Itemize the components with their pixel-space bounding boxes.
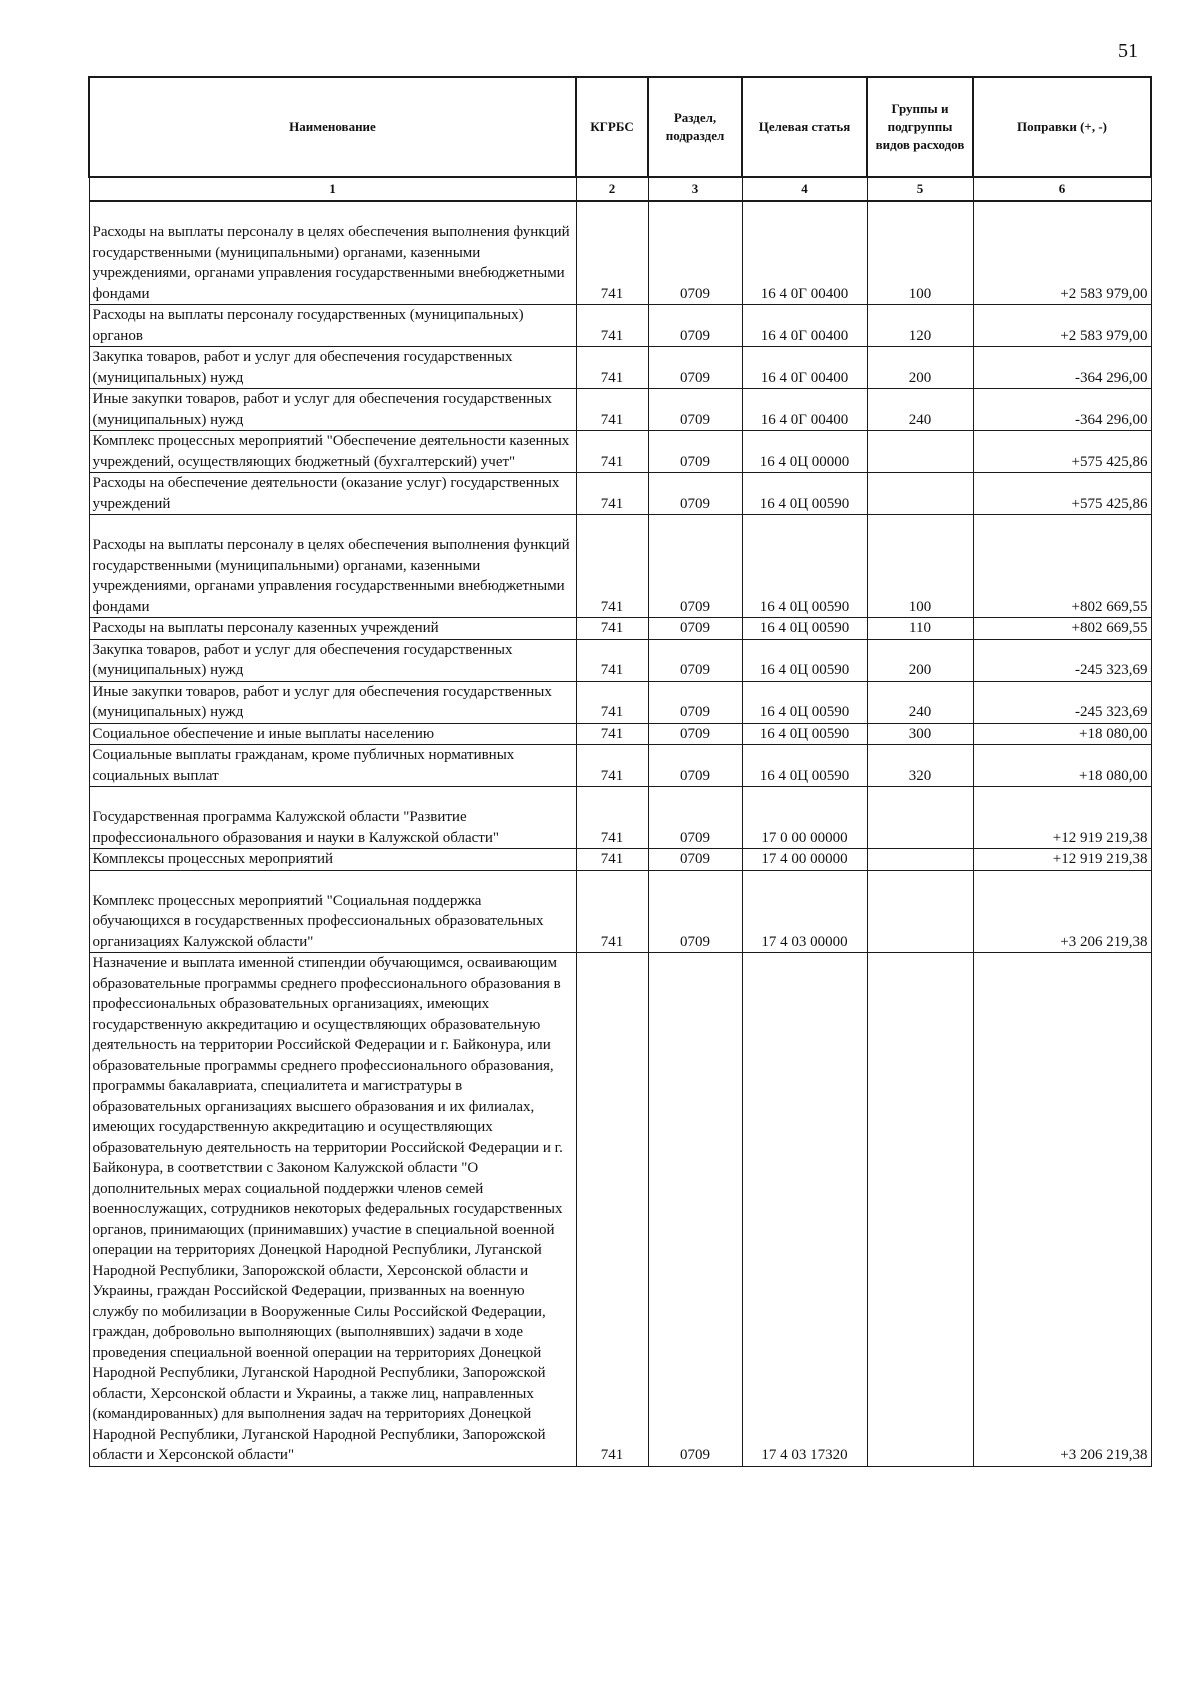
row-section: 0709 bbox=[648, 389, 742, 431]
row-kgrbs: 741 bbox=[576, 723, 648, 745]
row-name: Иные закупки товаров, работ и услуг для обеспечения государственных (муниципальных) нужд bbox=[89, 389, 576, 431]
row-amount: +2 583 979,00 bbox=[973, 201, 1151, 305]
row-section: 0709 bbox=[648, 787, 742, 849]
table-row bbox=[89, 870, 1151, 953]
row-kgrbs: 741 bbox=[576, 347, 648, 389]
table-row bbox=[89, 347, 1151, 389]
table-row bbox=[89, 305, 1151, 347]
row-amount: +575 425,86 bbox=[973, 473, 1151, 515]
col-header-kgrbs: КГРБС bbox=[576, 77, 648, 177]
row-section: 0709 bbox=[648, 201, 742, 305]
row-section: 0709 bbox=[648, 849, 742, 871]
table-row bbox=[89, 473, 1151, 515]
row-section: 0709 bbox=[648, 870, 742, 953]
row-group: 240 bbox=[867, 681, 973, 723]
row-kgrbs: 741 bbox=[576, 870, 648, 953]
row-group: 200 bbox=[867, 347, 973, 389]
row-name: Закупка товаров, работ и услуг для обеспечения государственных (муниципальных) нужд bbox=[89, 639, 576, 681]
table-row bbox=[89, 431, 1151, 473]
row-target: 16 4 0Г 00400 bbox=[742, 305, 867, 347]
row-kgrbs: 741 bbox=[576, 639, 648, 681]
row-group: 110 bbox=[867, 618, 973, 640]
row-name: Государственная программа Калужской области "Развитие профессионального образования и науки в Калужской области" bbox=[89, 787, 576, 849]
row-target: 16 4 0Г 00400 bbox=[742, 201, 867, 305]
row-section: 0709 bbox=[648, 515, 742, 618]
row-group: 320 bbox=[867, 745, 973, 787]
row-group: 100 bbox=[867, 515, 973, 618]
row-section: 0709 bbox=[648, 431, 742, 473]
row-amount: +2 583 979,00 bbox=[973, 305, 1151, 347]
row-target: 16 4 0Ц 00590 bbox=[742, 681, 867, 723]
column-number-row bbox=[89, 177, 1151, 201]
row-target: 17 4 00 00000 bbox=[742, 849, 867, 871]
row-name: Социальные выплаты гражданам, кроме публичных нормативных социальных выплат bbox=[89, 745, 576, 787]
row-amount: +18 080,00 bbox=[973, 745, 1151, 787]
budget-table bbox=[88, 76, 1152, 1467]
row-name: Расходы на выплаты персоналу в целях обеспечения выполнения функций государственными (муниципальными) органами, казенными учреждениями, органами управления государственными внебюджетными фондами bbox=[89, 515, 576, 618]
table-row bbox=[89, 201, 1151, 305]
row-name: Расходы на выплаты персоналу казенных учреждений bbox=[89, 618, 576, 640]
column-number: 3 bbox=[648, 177, 742, 201]
row-amount: +18 080,00 bbox=[973, 723, 1151, 745]
row-kgrbs: 741 bbox=[576, 305, 648, 347]
column-number: 6 bbox=[973, 177, 1151, 201]
row-name: Комплекс процессных мероприятий "Обеспечение деятельности казенных учреждений, осуществляющих бюджетный (бухгалтерский) учет" bbox=[89, 431, 576, 473]
row-amount: -245 323,69 bbox=[973, 639, 1151, 681]
row-kgrbs: 741 bbox=[576, 473, 648, 515]
row-name: Комплекс процессных мероприятий "Социальная поддержка обучающихся в государственных профессиональных образовательных организациях Калужской области" bbox=[89, 870, 576, 953]
row-target: 16 4 0Ц 00590 bbox=[742, 473, 867, 515]
row-amount: +575 425,86 bbox=[973, 431, 1151, 473]
row-group: 300 bbox=[867, 723, 973, 745]
row-kgrbs: 741 bbox=[576, 515, 648, 618]
row-section: 0709 bbox=[648, 305, 742, 347]
col-header-name: Наименование bbox=[89, 77, 576, 177]
row-group bbox=[867, 849, 973, 871]
row-group bbox=[867, 431, 973, 473]
table-row bbox=[89, 681, 1151, 723]
row-kgrbs: 741 bbox=[576, 431, 648, 473]
row-group bbox=[867, 953, 973, 1467]
row-target: 16 4 0Ц 00000 bbox=[742, 431, 867, 473]
row-name: Социальное обеспечение и иные выплаты населению bbox=[89, 723, 576, 745]
row-section: 0709 bbox=[648, 618, 742, 640]
row-group bbox=[867, 870, 973, 953]
row-kgrbs: 741 bbox=[576, 849, 648, 871]
row-amount: +802 669,55 bbox=[973, 618, 1151, 640]
row-group: 200 bbox=[867, 639, 973, 681]
row-name: Расходы на обеспечение деятельности (оказание услуг) государственных учреждений bbox=[89, 473, 576, 515]
row-group: 240 bbox=[867, 389, 973, 431]
col-header-target: Целевая статья bbox=[742, 77, 867, 177]
row-target: 16 4 0Ц 00590 bbox=[742, 723, 867, 745]
table-row bbox=[89, 515, 1151, 618]
row-amount: +12 919 219,38 bbox=[973, 849, 1151, 871]
row-name: Расходы на выплаты персоналу в целях обеспечения выполнения функций государственными (муниципальными) органами, казенными учреждениями, органами управления государственными внебюджетными фондами bbox=[89, 201, 576, 305]
table-row bbox=[89, 639, 1151, 681]
row-amount: -364 296,00 bbox=[973, 389, 1151, 431]
table-row bbox=[89, 723, 1151, 745]
row-amount: +3 206 219,38 bbox=[973, 953, 1151, 1467]
row-amount: +12 919 219,38 bbox=[973, 787, 1151, 849]
row-target: 16 4 0Г 00400 bbox=[742, 347, 867, 389]
row-target: 16 4 0Г 00400 bbox=[742, 389, 867, 431]
row-amount: -364 296,00 bbox=[973, 347, 1151, 389]
col-header-amend: Поправки (+, -) bbox=[973, 77, 1151, 177]
row-target: 16 4 0Ц 00590 bbox=[742, 639, 867, 681]
column-number: 5 bbox=[867, 177, 973, 201]
row-target: 16 4 0Ц 00590 bbox=[742, 515, 867, 618]
row-target: 17 0 00 00000 bbox=[742, 787, 867, 849]
row-name: Иные закупки товаров, работ и услуг для обеспечения государственных (муниципальных) нужд bbox=[89, 681, 576, 723]
col-header-section: Раздел, подраздел bbox=[648, 77, 742, 177]
row-kgrbs: 741 bbox=[576, 389, 648, 431]
row-amount: -245 323,69 bbox=[973, 681, 1151, 723]
row-group bbox=[867, 473, 973, 515]
row-section: 0709 bbox=[648, 745, 742, 787]
row-target: 16 4 0Ц 00590 bbox=[742, 618, 867, 640]
row-kgrbs: 741 bbox=[576, 787, 648, 849]
row-section: 0709 bbox=[648, 347, 742, 389]
column-number: 2 bbox=[576, 177, 648, 201]
row-kgrbs: 741 bbox=[576, 953, 648, 1467]
row-name: Закупка товаров, работ и услуг для обеспечения государственных (муниципальных) нужд bbox=[89, 347, 576, 389]
row-section: 0709 bbox=[648, 639, 742, 681]
row-target: 17 4 03 17320 bbox=[742, 953, 867, 1467]
row-amount: +802 669,55 bbox=[973, 515, 1151, 618]
row-name: Комплексы процессных мероприятий bbox=[89, 849, 576, 871]
table-row bbox=[89, 618, 1151, 640]
row-kgrbs: 741 bbox=[576, 745, 648, 787]
row-name: Назначение и выплата именной стипендии обучающимся, осваивающим образовательные программы среднего профессионального образования в профессиональных образовательных организациях, имеющих государственную аккредитацию и осуществляющих образовательную деятельность на территории Российской Федерации и г. Байконура, или образовательные программы среднего профессионального образования, программы бакалавриата, специалитета и магистратуры в образовательных организациях высшего образования и их филиалах, имеющих государственную аккредитацию и осуществляющих образовательную деятельность на территории Российской Федерации и г. Байконура, в соответствии с Законом Калужской области "О дополнительных мерах социальной поддержки членов семей военнослужащих, сотрудников некоторых федеральных государственных органов, принимающих (принимавших) участие в специальной военной операции на территориях Донецкой Народной Республики, Луганской Народной Республики, Запорожской области, Херсонской области и Украины, граждан Российской Федерации, призванных на военную службу по мобилизации в Вооруженные Силы Российской Федерации, граждан, добровольно выполняющих (выполнявших) задачи в ходе проведения специальной военной операции на территориях Донецкой Народной Республики, Луганской Народной Республики, Запорожской области, Херсонской области и Украины, а также лиц, направленных (командированных) для выполнения задач на территориях Донецкой Народной Республики, Луганской Народной Республики, Запорожской области и Херсонской области" bbox=[89, 953, 576, 1467]
row-target: 17 4 03 00000 bbox=[742, 870, 867, 953]
row-kgrbs: 741 bbox=[576, 681, 648, 723]
row-section: 0709 bbox=[648, 723, 742, 745]
column-number: 4 bbox=[742, 177, 867, 201]
row-group bbox=[867, 787, 973, 849]
row-group: 100 bbox=[867, 201, 973, 305]
table-row bbox=[89, 953, 1151, 1467]
row-group: 120 bbox=[867, 305, 973, 347]
table-row bbox=[89, 389, 1151, 431]
row-kgrbs: 741 bbox=[576, 618, 648, 640]
page-number: 51 bbox=[1118, 40, 1138, 62]
row-section: 0709 bbox=[648, 681, 742, 723]
row-section: 0709 bbox=[648, 953, 742, 1467]
row-amount: +3 206 219,38 bbox=[973, 870, 1151, 953]
row-section: 0709 bbox=[648, 473, 742, 515]
table-row bbox=[89, 849, 1151, 871]
col-header-groups: Группы и подгруппы видов расходов bbox=[867, 77, 973, 177]
row-kgrbs: 741 bbox=[576, 201, 648, 305]
table-row bbox=[89, 745, 1151, 787]
header-row bbox=[89, 77, 1151, 177]
table-row bbox=[89, 787, 1151, 849]
row-name: Расходы на выплаты персоналу государственных (муниципальных) органов bbox=[89, 305, 576, 347]
row-target: 16 4 0Ц 00590 bbox=[742, 745, 867, 787]
column-number: 1 bbox=[89, 177, 576, 201]
